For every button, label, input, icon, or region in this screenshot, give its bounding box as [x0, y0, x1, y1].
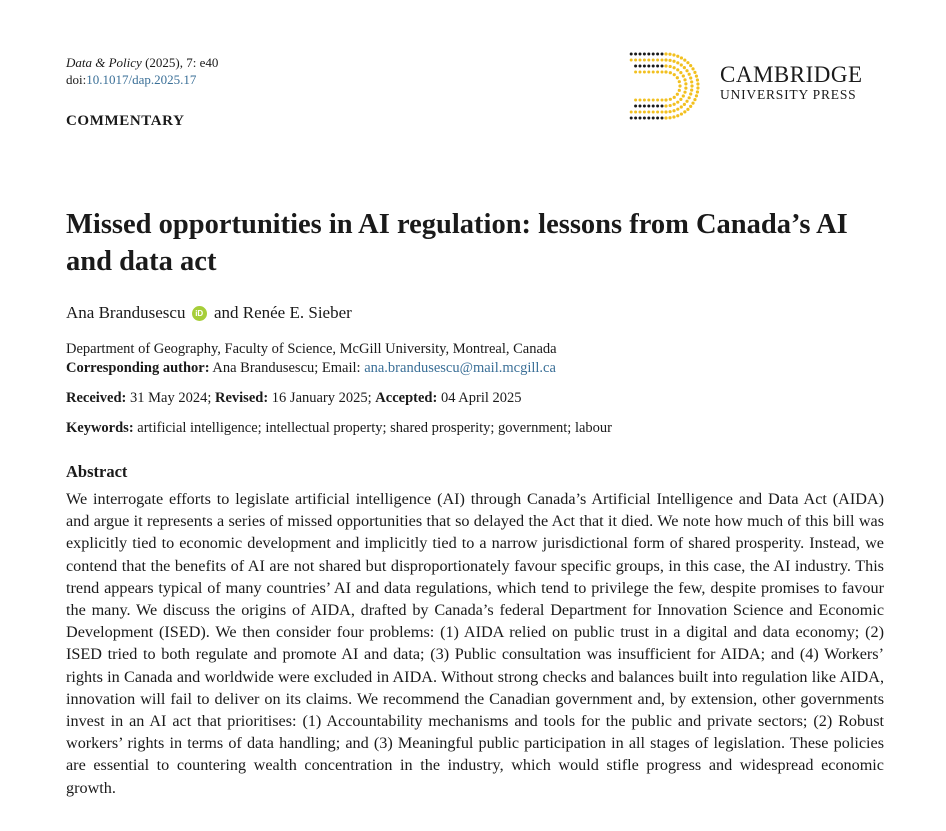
logo-dot — [682, 94, 685, 97]
logo-dot — [639, 105, 642, 108]
logo-dot — [661, 53, 664, 56]
logo-dot — [643, 65, 646, 68]
orcid-icon[interactable]: iD — [192, 306, 207, 321]
logo-dot — [664, 98, 667, 101]
logo-dot — [661, 65, 664, 68]
logo-dot — [643, 59, 646, 62]
corresponding-author — [66, 359, 557, 378]
logo-dot — [634, 111, 637, 114]
logo-dot — [676, 108, 679, 111]
logo-dot — [676, 93, 679, 96]
logo-dot — [689, 92, 692, 95]
logo-dot — [673, 66, 676, 69]
publisher-name — [720, 62, 863, 103]
logo-dot — [684, 82, 687, 85]
logo-dot — [639, 111, 642, 114]
received-label: Received: — [66, 390, 127, 406]
logo-dot — [683, 110, 686, 113]
doi-prefix: doi: — [66, 72, 87, 87]
logo-dot — [688, 96, 691, 99]
logo-dot — [656, 53, 659, 56]
logo-dot — [647, 117, 650, 120]
corresponding-label: Corresponding author: — [66, 360, 210, 376]
logo-dot — [643, 105, 646, 108]
logo-dot — [639, 117, 642, 120]
logo-dot — [652, 71, 655, 74]
logo-dot — [634, 117, 637, 120]
logo-dot — [639, 65, 642, 68]
logo-dot — [676, 101, 679, 104]
logo-dot — [664, 52, 667, 55]
logo-dot — [673, 103, 676, 106]
logo-dot — [656, 111, 659, 114]
logo-dot — [689, 64, 692, 67]
logo-dot — [676, 68, 679, 71]
logo-dot — [639, 59, 642, 62]
publisher-name-line1: CAMBRIDGE — [720, 62, 863, 87]
logo-dot — [634, 105, 637, 108]
logo-dot — [652, 99, 655, 102]
logo-dot — [652, 105, 655, 108]
logo-dot — [695, 94, 698, 97]
logo-dot — [696, 86, 699, 89]
logo-dot — [630, 117, 633, 120]
revised-date: 16 January 2025; — [271, 390, 372, 406]
journal-citation — [66, 54, 218, 88]
logo-dot — [643, 111, 646, 114]
logo-dot — [673, 73, 676, 76]
logo-dot — [634, 99, 637, 102]
logo-dot — [696, 82, 699, 85]
journal-volume: (2025), 7: e40 — [145, 55, 219, 70]
logo-dot — [679, 98, 682, 101]
logo-dot — [664, 70, 667, 73]
logo-dot — [688, 73, 691, 76]
abstract-text: We interrogate efforts to legislate artificial intelligence (AI) through Canada’s Artificial Intelligence and Data Act (AIDA) and argue it represents a series of missed opportunities that so delayed the Act that it died. We note how much of this bill was explicitly tied to economic development and implicitly tied to a narrow jurisdictional form of shared prosperity. Instead, we contend that the benefits of AI are not shared but disproportionately favour specific groups, in this case, the AI industry. This trend appears typical of many countries’ AI and data regulations, which tend to privilege the few, despite promises to favour the many. We discuss the origins of AIDA, drafted by Canada’s federal Department for Innovation Science and Economic Development (ISED). We then consider four problems: (1) AIDA relied on public trust in a digital and data economy; (2) ISED tried to both regulate and promote AI and data; (3) Public consultation was insufficient for AIDA; and (4) Workers’ rights in Canada and worldwide were excluded in AIDA. Without strong checks and balances built into regulation like AIDA, innovation will fail to deliver on its claims. We recommend the Canadian government and, by extension, other governments invest in an AI act that prioritises: (1) Accountability mechanisms and tools for the public and private sectors; (2) Robust workers’ rights in terms of data handling; and (3) Meaningful public participation in all stages of legislation. These policies are essential to countering wealth concentration in the industry, which would stifle progress and widespread economic growth. — [66, 490, 884, 797]
journal-name: Data & Policy — [66, 55, 142, 70]
logo-dot — [678, 89, 681, 92]
logo-dot — [639, 99, 642, 102]
logo-dot — [630, 59, 633, 62]
logo-dot — [664, 64, 667, 67]
logo-dot — [656, 105, 659, 108]
logo-dot — [652, 65, 655, 68]
logo-dot — [656, 117, 659, 120]
logo-dot — [647, 71, 650, 74]
logo-dot — [661, 111, 664, 114]
logo-dot — [668, 59, 671, 62]
logo-dot — [696, 78, 699, 81]
logo-dot — [643, 117, 646, 120]
logo-dot — [647, 111, 650, 114]
logo-dot — [630, 53, 633, 56]
logo-dot — [656, 65, 659, 68]
logo-dot — [643, 71, 646, 74]
logo-dot — [690, 84, 693, 87]
logo-dot — [689, 76, 692, 79]
logo-dot — [661, 59, 664, 62]
logo-dot — [672, 53, 675, 56]
logo-dot — [680, 63, 683, 66]
keywords — [66, 419, 612, 438]
doi-link[interactable]: 10.1017/dap.2025.17 — [86, 72, 197, 87]
affiliation: Department of Geography, Faculty of Science, McGill University, Montreal, Canada — [66, 341, 557, 357]
corresponding-text: Ana Brandusescu; Email: — [212, 360, 361, 376]
logo-dot — [639, 71, 642, 74]
logo-dot — [630, 111, 633, 114]
logo-dot — [643, 99, 646, 102]
logo-dot — [664, 110, 667, 113]
logo-dot — [672, 115, 675, 118]
logo-dot — [634, 53, 637, 56]
keywords-text: artificial intelligence; intellectual property; shared prosperity; government; labour — [137, 420, 613, 436]
cambridge-dots-logo-icon — [622, 50, 706, 122]
logo-dot — [647, 65, 650, 68]
logo-dot — [652, 117, 655, 120]
logo-dot — [652, 59, 655, 62]
logo-dot — [685, 69, 688, 72]
logo-dot — [683, 78, 686, 81]
logo-dot — [661, 71, 664, 74]
affiliation-block — [66, 340, 557, 378]
logo-dot — [664, 58, 667, 61]
logo-dot — [683, 66, 686, 69]
article-title: Missed opportunities in AI regulation: lessons from Canada’s AI and data act — [66, 209, 848, 277]
doi-line — [66, 71, 218, 88]
logo-dot — [647, 105, 650, 108]
logo-dot — [643, 53, 646, 56]
logo-dot — [669, 71, 672, 74]
logo-dot — [672, 109, 675, 112]
logo-dot — [669, 104, 672, 107]
logo-dot — [661, 99, 664, 102]
journal-line — [66, 54, 218, 71]
logo-dot — [696, 90, 699, 93]
logo-dot — [678, 80, 681, 83]
author-2[interactable]: Renée E. Sieber — [242, 303, 352, 322]
logo-dot — [695, 75, 698, 78]
logo-dot — [680, 112, 683, 115]
logo-dot — [647, 53, 650, 56]
logo-dot — [693, 98, 696, 101]
logo-dot — [634, 65, 637, 68]
logo-dot — [686, 108, 689, 111]
logo-dot — [685, 100, 688, 103]
logo-dot — [678, 84, 681, 87]
logo-dot — [639, 53, 642, 56]
author-list — [66, 302, 352, 324]
logo-dot — [652, 53, 655, 56]
logo-dot — [684, 86, 687, 89]
logo-dot — [634, 71, 637, 74]
logo-dot — [693, 71, 696, 74]
logo-dot — [683, 91, 686, 94]
author-1[interactable]: Ana Brandusescu — [66, 303, 186, 322]
logo-dot — [664, 116, 667, 119]
logo-dot — [676, 76, 679, 79]
logo-dot — [689, 105, 692, 108]
revised-label: Revised: — [215, 390, 269, 406]
logo-dot — [652, 111, 655, 114]
logo-dot — [668, 110, 671, 113]
logo-dot — [690, 80, 693, 83]
article-type: COMMENTARY — [66, 113, 185, 129]
logo-dot — [672, 60, 675, 63]
logo-dot — [669, 65, 672, 68]
publisher-name-line2: UNIVERSITY PRESS — [720, 87, 857, 102]
logo-dot — [647, 99, 650, 102]
accepted-date: 04 April 2025 — [440, 390, 522, 406]
logo-dot — [656, 71, 659, 74]
logo-dot — [691, 102, 694, 105]
author-connector: and — [213, 303, 239, 322]
logo-dot — [647, 59, 650, 62]
logo-dot — [634, 59, 637, 62]
logo-dot — [661, 117, 664, 120]
logo-dot — [673, 96, 676, 99]
logo-dot — [656, 99, 659, 102]
logo-dot — [676, 55, 679, 58]
logo-dot — [686, 61, 689, 64]
email-link[interactable]: ana.brandusescu@mail.mcgill.ca — [364, 360, 556, 376]
logo-dot — [661, 105, 664, 108]
logo-dot — [668, 116, 671, 119]
logo-dot — [680, 105, 683, 108]
received-date: 31 May 2024; — [130, 390, 212, 406]
logo-dot — [683, 59, 686, 62]
logo-dot — [691, 67, 694, 70]
logo-dot — [690, 88, 693, 91]
logo-dot — [676, 61, 679, 64]
logo-dot — [679, 71, 682, 74]
publisher-logo[interactable] — [622, 50, 884, 122]
accepted-label: Accepted: — [375, 390, 438, 406]
keywords-label: Keywords: — [66, 420, 134, 436]
history-dates — [66, 389, 522, 408]
logo-dot — [683, 103, 686, 106]
logo-dot — [669, 98, 672, 101]
abstract-heading: Abstract — [66, 462, 128, 481]
logo-dot — [656, 59, 659, 62]
logo-dot — [668, 53, 671, 56]
logo-dot — [664, 104, 667, 107]
logo-dot — [682, 74, 685, 77]
logo-dot — [676, 114, 679, 117]
logo-dot — [680, 56, 683, 59]
